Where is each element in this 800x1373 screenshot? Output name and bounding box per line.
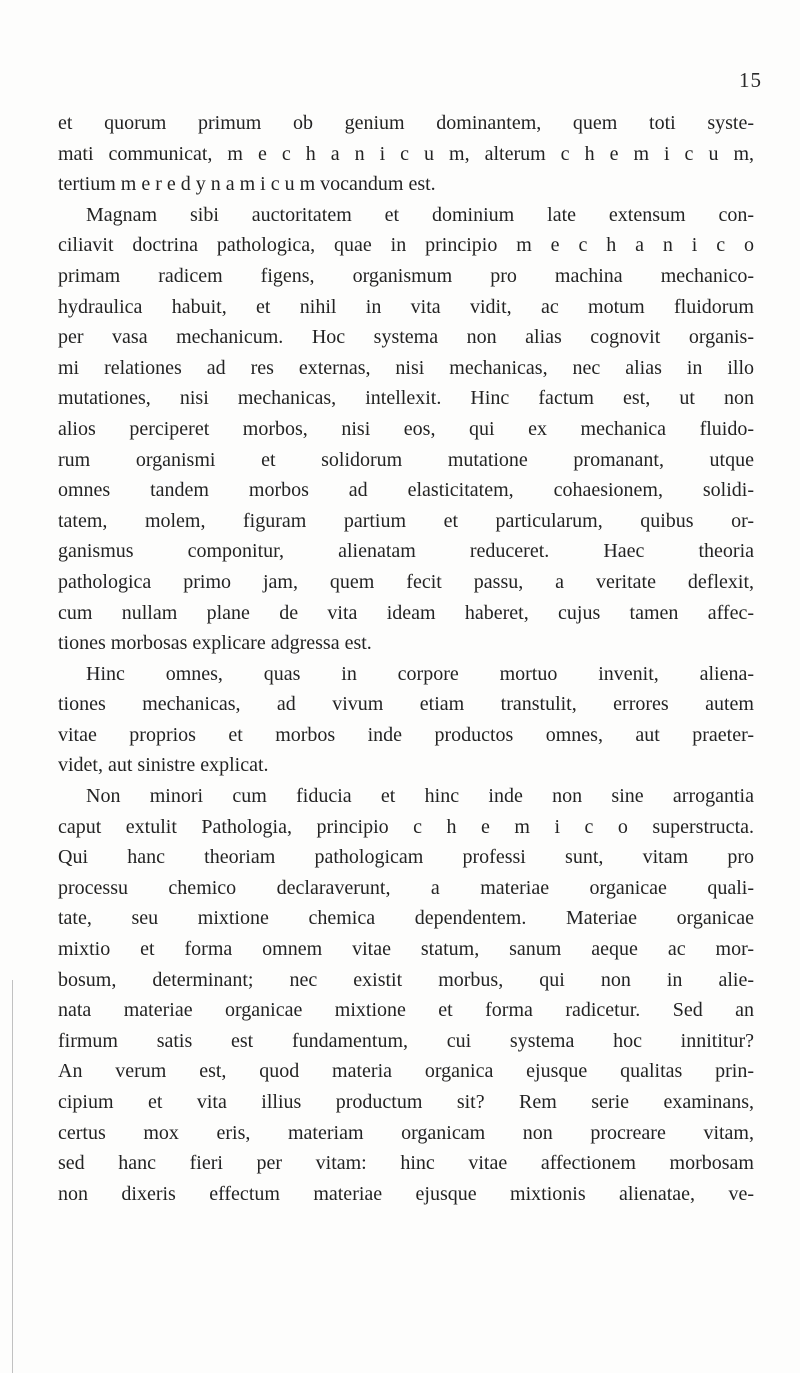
text-line: Magnam sibi auctoritatem et dominium late extensum con- bbox=[86, 203, 754, 226]
text-line: per vasa mechanicum. Hoc systema non alias cognovit organis- bbox=[58, 326, 754, 349]
text-line: sed hanc fieri per vitam: hinc vitae affectionem morbosam bbox=[58, 1152, 754, 1175]
text-line: videt, aut sinistre explicat. bbox=[58, 754, 269, 777]
body-text bbox=[58, 108, 754, 1209]
text-line: et quorum primum ob genium dominantem, quem toti syste- bbox=[58, 112, 754, 134]
text-line: non dixeris effectum materiae ejusque mixtionis alienatae, ve- bbox=[58, 1182, 754, 1205]
text-line: processu chemico declaraverunt, a materiae organicae quali- bbox=[58, 876, 754, 899]
text-line: mixtio et forma omnem vitae statum, sanum aeque ac mor- bbox=[58, 938, 754, 961]
text-line: certus mox eris, materiam organicam non procreare vitam, bbox=[58, 1121, 754, 1144]
text-line: tatem, molem, figuram partium et particularum, quibus or- bbox=[58, 509, 754, 532]
binding-edge bbox=[12, 980, 13, 1373]
text-line: mutationes, nisi mechanicas, intellexit. Hinc factum est, ut non bbox=[58, 387, 754, 410]
text-line: caput extulit Pathologia, principio c h e m i c o superstructa. bbox=[58, 815, 754, 838]
text-line: bosum, determinant; nec existit morbus, qui non in alie- bbox=[58, 968, 754, 991]
text-line: Hinc omnes, quas in corpore mortuo invenit, aliena- bbox=[86, 662, 754, 685]
page-number: 15 bbox=[739, 68, 762, 92]
text-line: pathologica primo jam, quem fecit passu, a veritate deflexit, bbox=[58, 570, 754, 593]
text-line: cipium et vita illius productum sit? Rem serie examinans, bbox=[58, 1091, 754, 1113]
text-line: An verum est, quod materia organica ejusque qualitas prin- bbox=[58, 1060, 754, 1083]
text-line: tiones morbosas explicare adgressa est. bbox=[58, 632, 372, 655]
text-line: mati communicat, m e c h a n i c u m, alterum c h e m i c u m, bbox=[58, 142, 754, 165]
text-line: Qui hanc theoriam pathologicam professi sunt, vitam pro bbox=[58, 846, 754, 869]
text-line: vitae proprios et morbos inde productos omnes, aut praeter- bbox=[58, 723, 754, 746]
text-line: mi relationes ad res externas, nisi mechanicas, nec alias in illo bbox=[58, 356, 754, 379]
text-line: primam radicem figens, organismum pro machina mechanico- bbox=[58, 264, 754, 287]
text-line: rum organismi et solidorum mutatione promanant, utque bbox=[58, 448, 754, 471]
text-line: tiones mechanicas, ad vivum etiam transtulit, errores autem bbox=[58, 693, 754, 716]
text-line: Non minori cum fiducia et hinc inde non sine arrogantia bbox=[86, 785, 754, 808]
text-line: alios perciperet morbos, nisi eos, qui ex mechanica fluido- bbox=[58, 417, 754, 440]
text-line: tertium m e r e d y n a m i c u m vocandum est. bbox=[58, 173, 436, 196]
text-line: nata materiae organicae mixtione et forma radicetur. Sed an bbox=[58, 999, 754, 1022]
text-line: tate, seu mixtione chemica dependentem. Materiae organicae bbox=[58, 907, 754, 930]
text-line: ganismus componitur, alienatam reduceret. Haec theoria bbox=[58, 540, 754, 563]
text-line: cum nullam plane de vita ideam haberet, cujus tamen affec- bbox=[58, 601, 754, 624]
text-line: ciliavit doctrina pathologica, quae in principio m e c h a n i c o bbox=[58, 234, 754, 257]
text-line: firmum satis est fundamentum, cui systema hoc innititur? bbox=[58, 1029, 754, 1052]
text-line: hydraulica habuit, et nihil in vita vidit, ac motum fluidorum bbox=[58, 295, 754, 318]
text-line: omnes tandem morbos ad elasticitatem, cohaesionem, solidi- bbox=[58, 479, 754, 502]
